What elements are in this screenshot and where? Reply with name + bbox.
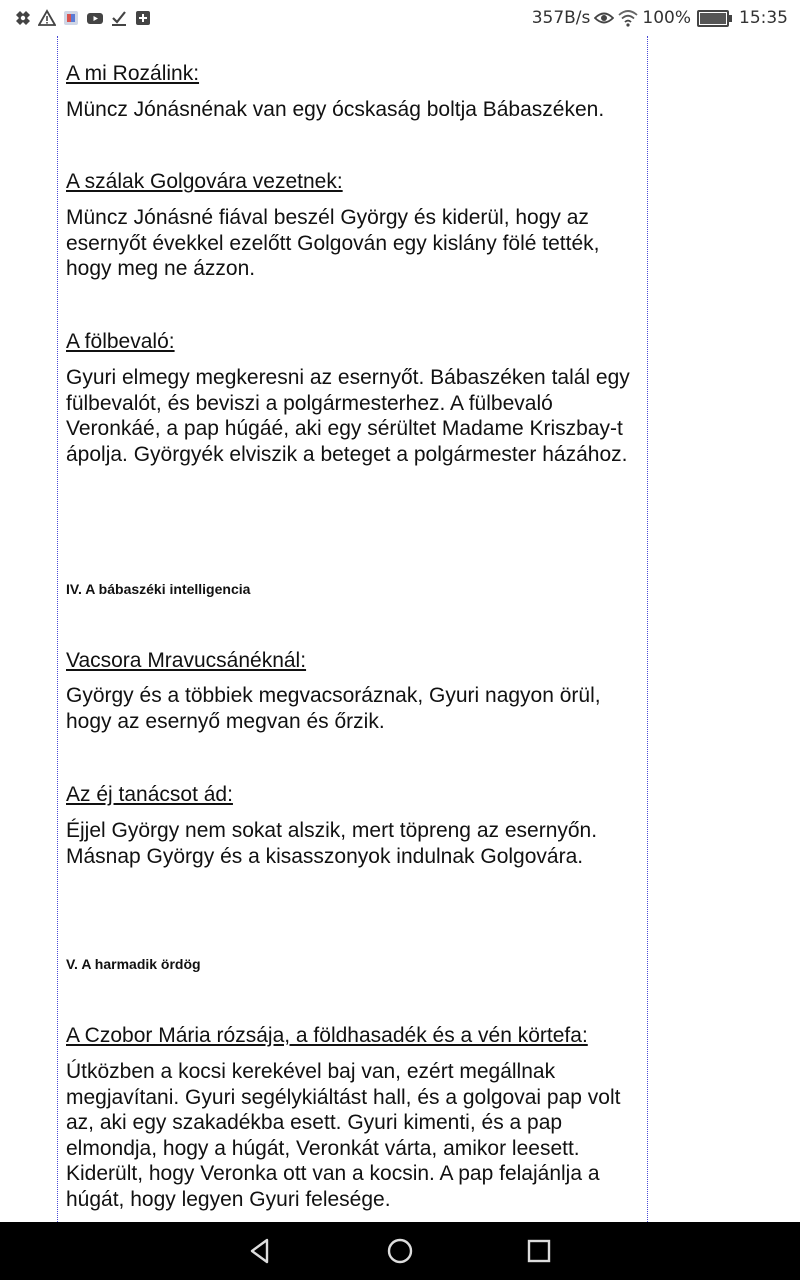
app-icon — [62, 9, 80, 27]
section-text: Útközben a kocsi kerekével baj van, ezért megállnak megjavítani. Gyuri segélykiáltást hall, és a golgovai pap volt az, aki egy szakadékba esett. Gyuri kimenti, és a pap elmondja, hogy a húgát, Veronkát várta, amikor leesett. Kiderült, hogy Veronka ott van a kocsin. A pap felajánlja a húgát, hogy legyen Gyuri felesége. — [66, 1060, 621, 1211]
wifi-icon — [618, 9, 638, 27]
section-title: Vacsora Mravucsánéknál: — [66, 649, 307, 672]
navigation-bar — [0, 1222, 800, 1280]
youtube-icon — [86, 9, 104, 27]
checkmark-icon — [110, 9, 128, 27]
notification-icons — [14, 8, 152, 28]
section-title: A mi Rozálink: — [66, 62, 200, 85]
add-box-icon — [134, 9, 152, 27]
clock: 15:35 — [739, 8, 788, 28]
battery-percent: 100% — [642, 8, 691, 28]
puzzle-icon — [14, 9, 32, 27]
chapter-heading: V. A harmadik ördög — [66, 956, 201, 972]
warning-icon — [38, 9, 56, 27]
section-text: Müncz Jónásnénak van egy ócskaság boltja Bábaszéken. — [66, 98, 605, 121]
network-speed: 357B/s — [531, 8, 591, 28]
battery-level — [700, 13, 726, 24]
document-viewport[interactable] — [0, 36, 800, 1222]
section-title: A szálak Golgovára vezetnek: — [66, 170, 343, 193]
eye-icon — [594, 9, 614, 27]
chapter-heading: IV. A bábaszéki intelligencia — [66, 581, 251, 597]
system-status — [532, 7, 788, 29]
back-button[interactable] — [245, 1236, 275, 1266]
section-text: Éjjel György nem sokat alszik, mert töpreng az esernyőn. Másnap György és a kisasszonyok indulnak Golgovára. — [66, 819, 598, 868]
section-text: Müncz Jónásné fiával beszél György és kiderül, hogy az esernyőt évekkel ezelőtt Golgován egy kislány fölé tették, hogy meg ne ázzon. — [66, 206, 600, 281]
battery-icon — [697, 10, 729, 27]
section-title: A Czobor Mária rózsája, a földhasadék és a vén körtefa: — [66, 1024, 588, 1047]
recents-button[interactable] — [524, 1236, 554, 1266]
section-text: György és a többiek megvacsoráznak, Gyuri nagyon örül, hogy az esernyő megvan és őrzik. — [66, 684, 601, 733]
home-button[interactable] — [385, 1236, 415, 1266]
status-bar — [0, 0, 800, 36]
section-title: A fölbevaló: — [66, 330, 175, 353]
section-title: Az éj tanácsot ád: — [66, 783, 233, 806]
section-text: Gyuri elmegy megkeresni az esernyőt. Bábaszéken talál egy fülbevalót, és beviszi a polgármesterhez. A fülbevaló Veronkáé, a pap húgáé, aki egy sérültet Madame Kriszbay-t ápolja. Györgyék elviszik a beteget a polgármester házához. — [66, 366, 630, 466]
